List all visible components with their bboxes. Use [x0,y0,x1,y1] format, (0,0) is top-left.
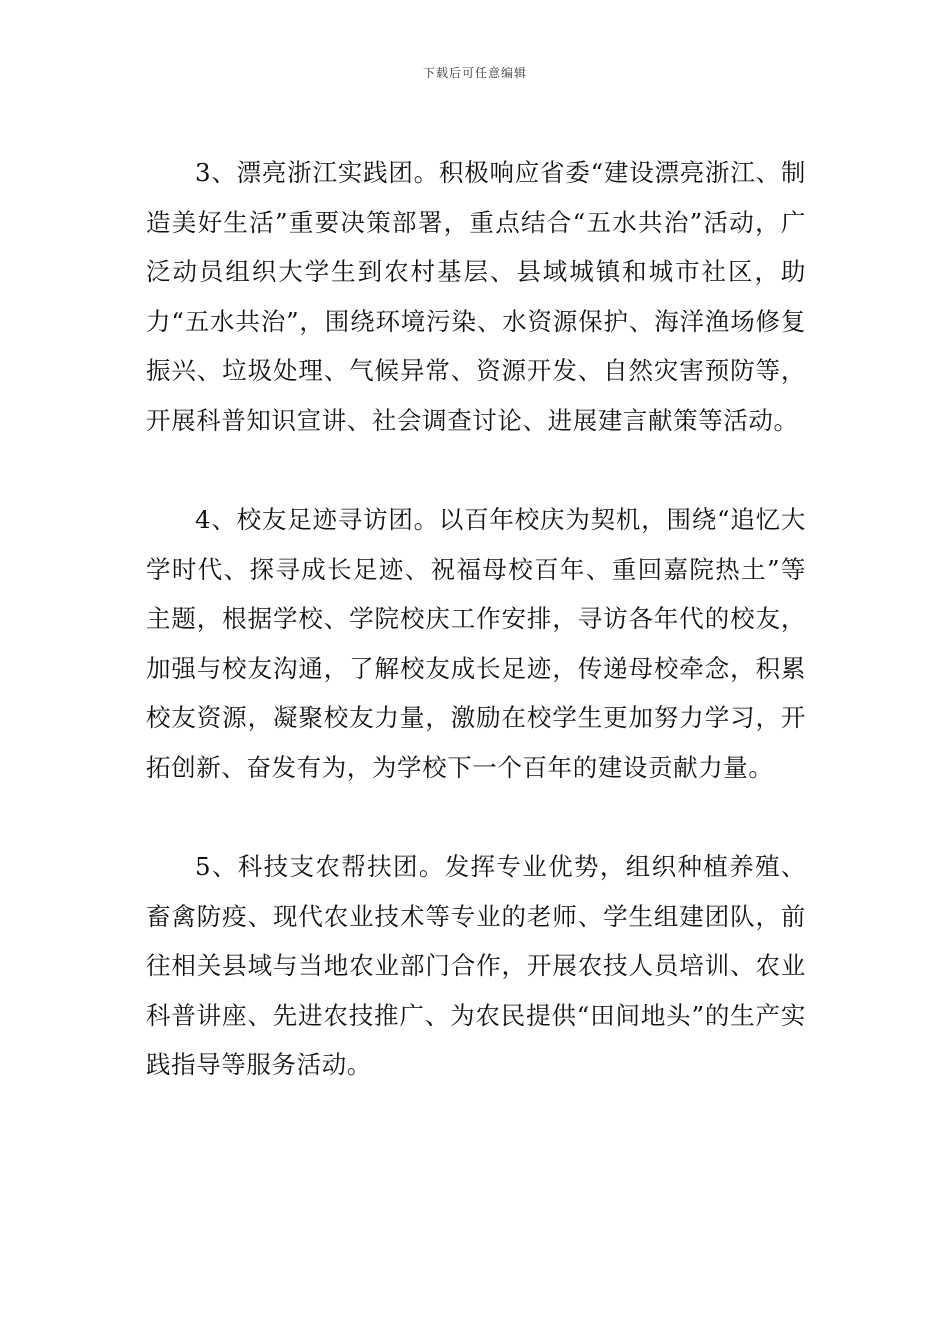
paragraph-agriculture-team-5: 5、科技支农帮扶团。发挥专业优势，组织种植养殖、畜禽防疫、现代农业技术等专业的老师、学生组建团队，前往相关县域与当地农业部门合作，开展农技人员培训、农业科普讲座、先进农技推广、为农民提供“田间地头”的生产实践指导等服务活动。 [146,852,806,1079]
header-note: 下载后可任意编辑 [422,66,527,80]
paragraph-alumni-team-4: 4、校友足迹寻访团。以百年校庆为契机，围绕“追忆大学时代、探寻成长足迹、祝福母校百年、重回嘉院热土”等主题，根据学校、学院校庆工作安排，寻访各年代的校友，加强与校友沟通，了解校友成长足迹，传递母校牵念，积累校友资源，凝聚校友力量，激励在校学生更加努力学习，开拓创新、奋发有为，为学校下一个百年的建设贡献力量。 [146,505,806,782]
paragraph-gap [146,445,806,495]
document-body [146,148,806,1090]
paragraph-gap [146,792,806,842]
paragraph-practice-team-3: 3、漂亮浙江实践团。积极响应省委“建设漂亮浙江、制造美好生活”重要决策部署，重点结合“五水共治”活动，广泛动员组织大学生到农村基层、县域城镇和城市社区，助力“五水共治”，围绕环境污染、水资源保护、海洋渔场修复振兴、垃圾处理、气候异常、资源开发、自然灾害预防等，开展科普知识宣讲、社会调查讨论、进展建言献策等活动。 [146,158,806,435]
